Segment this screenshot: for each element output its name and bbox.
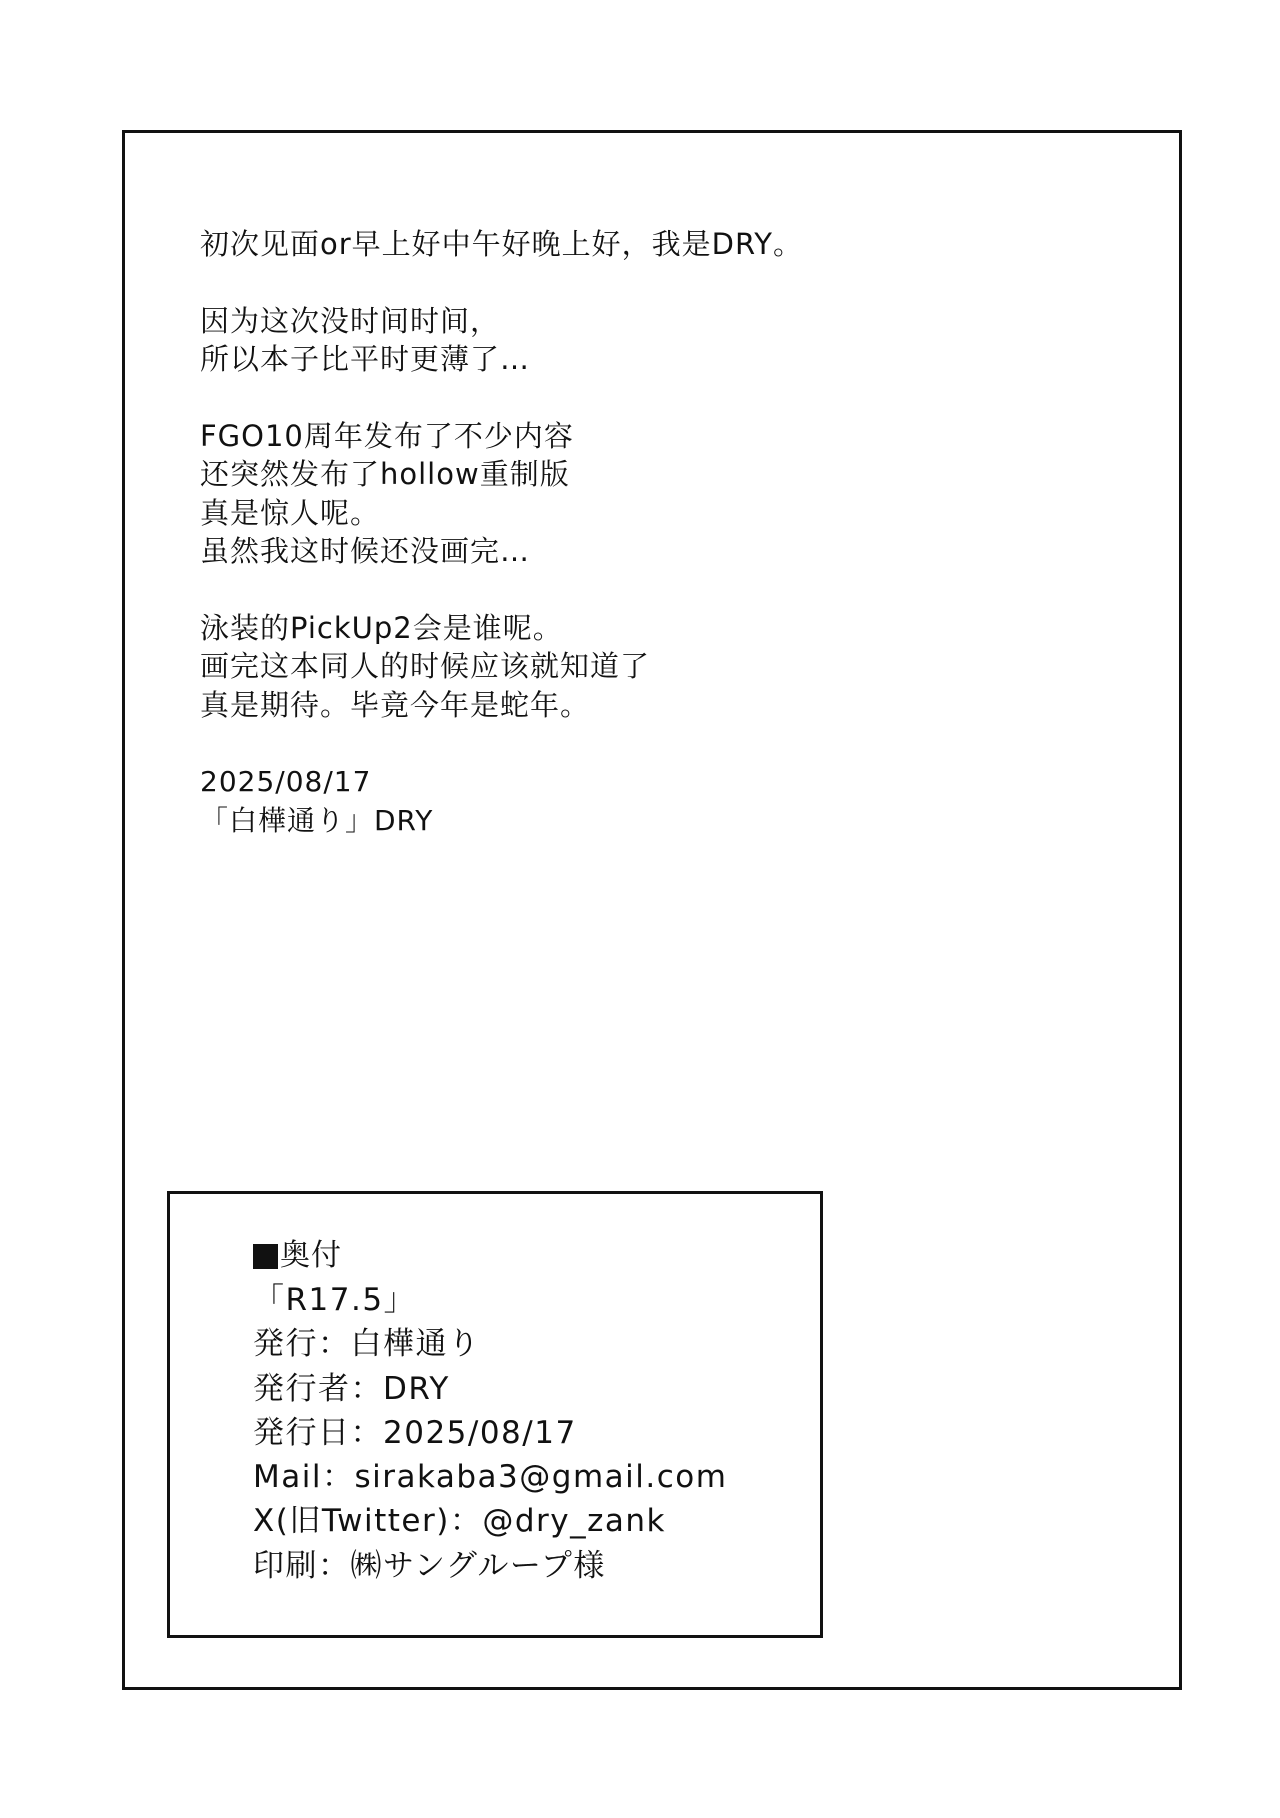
text-line: 虽然我这时候还没画完… xyxy=(200,534,531,568)
colophon-issue-date: 発行日：2025/08/17 xyxy=(253,1414,577,1451)
text-line: 初次见面or早上好中午好晚上好，我是DRY。 xyxy=(200,227,804,261)
colophon-heading-label: 奥付 xyxy=(280,1238,342,1273)
square-bullet-icon xyxy=(253,1244,278,1269)
text-line: 还突然发布了hollow重制版 xyxy=(200,457,570,491)
paragraph-time xyxy=(200,302,960,379)
colophon-mail: Mail：sirakaba3@gmail.com xyxy=(253,1459,728,1496)
signature-date: 2025/08/17 xyxy=(200,765,372,798)
colophon-printer: 印刷：㈱サングループ様 xyxy=(253,1547,606,1584)
text-line: 真是惊人呢。 xyxy=(200,495,381,530)
afterword-text xyxy=(200,225,960,762)
signature xyxy=(200,762,433,840)
text-line: FGO10周年发布了不少内容 xyxy=(200,418,574,453)
paragraph-swimsuit xyxy=(200,609,960,725)
colophon-title: 「R17.5」 xyxy=(253,1282,417,1318)
text-line: 画完这本同人的时候应该就知道了 xyxy=(200,649,651,683)
text-line: 所以本子比平时更薄了… xyxy=(200,342,531,376)
paragraph-fgo xyxy=(200,417,960,571)
colophon-heading xyxy=(253,1234,727,1278)
colophon-issuer: 発行者：DRY xyxy=(253,1370,450,1407)
colophon-publisher: 発行：白樺通り xyxy=(253,1326,481,1363)
text-line: 泳装的PickUp2会是谁呢。 xyxy=(200,610,563,645)
colophon-box xyxy=(167,1191,823,1638)
colophon-content xyxy=(253,1234,727,1588)
colophon-twitter: X(旧Twitter)：@dry_zank xyxy=(253,1503,666,1540)
paragraph-greeting xyxy=(200,225,960,264)
text-line: 真是期待。毕竟今年是蛇年。 xyxy=(200,687,591,722)
signature-author: 「白樺通り」DRY xyxy=(200,804,434,837)
text-line: 因为这次没时间时间， xyxy=(200,303,501,338)
